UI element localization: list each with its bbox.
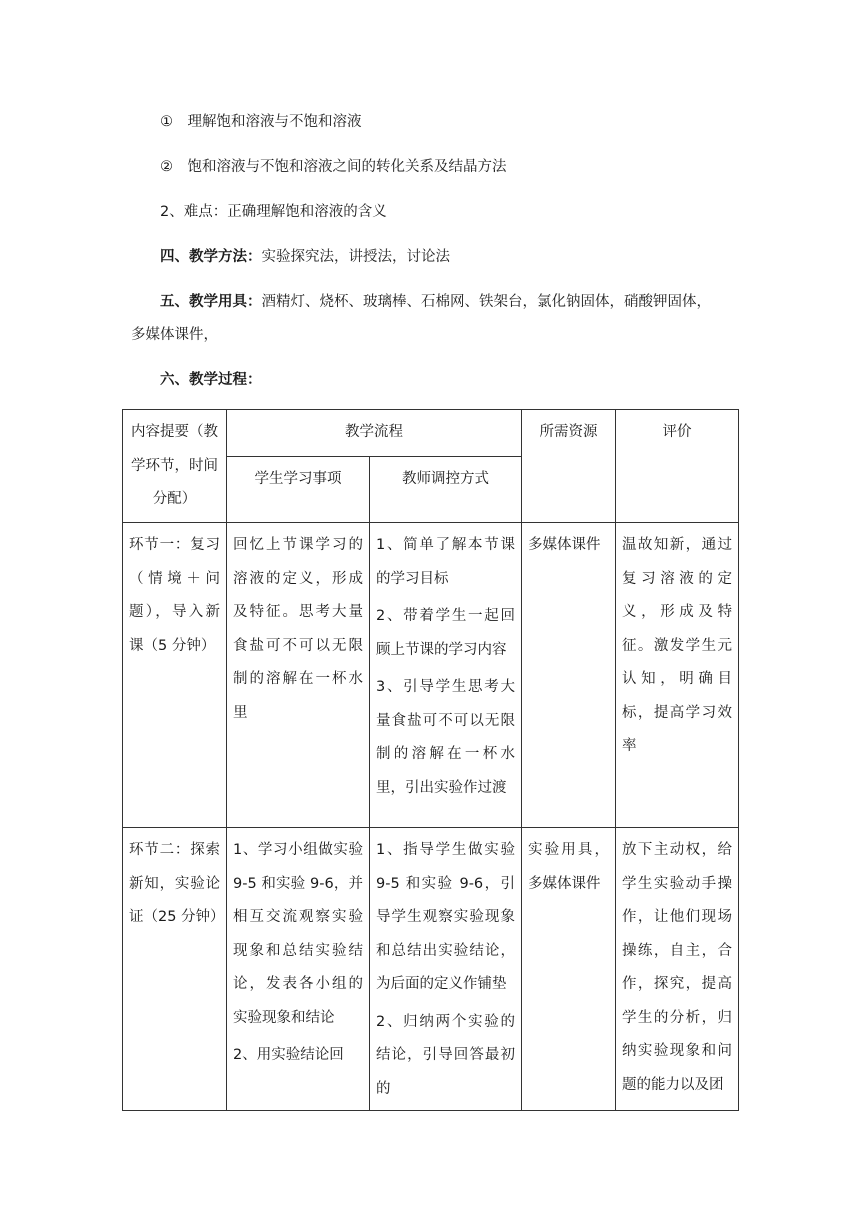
cell-resources: 实验用具，多媒体课件: [522, 828, 616, 1111]
section-body: 酒精灯、烧杯、玻璃棒、石棉网、铁架台，氯化钠固体，硝酸钾固体，: [261, 294, 711, 310]
table-row: [123, 523, 739, 828]
line-key-point-1: ① 理解饱和溶液与不饱和溶液: [160, 114, 362, 130]
table-header-row: [123, 410, 739, 457]
cell-evaluation: 温故知新，通过复习溶液的定义，形成及特征。激发学生元认知，明确目标，提高学习效率: [616, 523, 739, 828]
cell-student: 回忆上节课学习的溶液的定义，形成及特征。思考大量食盐可不可以无限制的溶解在一杯水里: [227, 523, 370, 828]
section-heading: 五、教学用具：: [160, 294, 262, 310]
section-teaching-process: 六、教学过程：: [160, 372, 262, 388]
header-student-activities: 学生学习事项: [227, 457, 370, 523]
header-teacher-methods: 教师调控方式: [370, 457, 522, 523]
cell-content: 环节二：探索新知，实验论证（25 分钟）: [123, 828, 227, 1111]
line-difficulty: 2、难点：正确理解饱和溶液的含义: [160, 204, 387, 220]
teacher-step: 1、指导学生做实验 9-5 和实验 9-6，引导学生观察实验现象和总结出实验结论，为后面的定义作铺垫: [376, 842, 515, 992]
section-body: 实验探究法，讲授法，讨论法: [261, 249, 450, 265]
student-step: 1、学习小组做实验 9-5 和实验 9-6，并相互交流观察实验现象和总结实验结论，发表各小组的实验现象和结论: [233, 842, 363, 1026]
student-step: 2、用实验结论回: [233, 1047, 344, 1063]
cell-content: 环节一：复习（情境＋问题），导入新课（5 分钟）: [123, 523, 227, 828]
section-heading: 四、教学方法：: [160, 249, 262, 265]
section-teaching-tools-continued: 多媒体课件，: [131, 327, 218, 343]
cell-teacher: [370, 828, 522, 1111]
cell-student: [227, 828, 370, 1111]
table-row: [123, 828, 739, 1111]
header-resources: 所需资源: [522, 410, 616, 523]
cell-resources: 多媒体课件: [522, 523, 616, 828]
header-teaching-flow: 教学流程: [227, 410, 522, 457]
teacher-step: 2、带着学生一起回顾上节课的学习内容: [376, 608, 515, 658]
header-content-summary: 内容提要（教学环节，时间分配）: [123, 410, 227, 523]
cell-teacher: [370, 523, 522, 828]
teacher-step: 2、归纳两个实验的结论，引导回答最初的: [376, 1013, 515, 1097]
cell-evaluation: 放下主动权，给学生实验动手操作，让他们现场操练，自主，合作，探究，提高学生的分析，归纳实验现象和问题的能力以及团: [616, 828, 739, 1111]
line-key-point-2: ② 饱和溶液与不饱和溶液之间的转化关系及结晶方法: [160, 159, 507, 175]
section-teaching-methods: [160, 247, 450, 267]
section-teaching-tools: [160, 292, 711, 312]
teacher-step: 3、引导学生思考大量食盐可不可以无限制的溶解在一杯水里，引出实验作过渡: [376, 679, 515, 796]
teacher-step: 1、简单了解本节课的学习目标: [376, 537, 515, 587]
header-evaluation: 评价: [616, 410, 739, 523]
lesson-plan-table: [122, 409, 739, 1111]
